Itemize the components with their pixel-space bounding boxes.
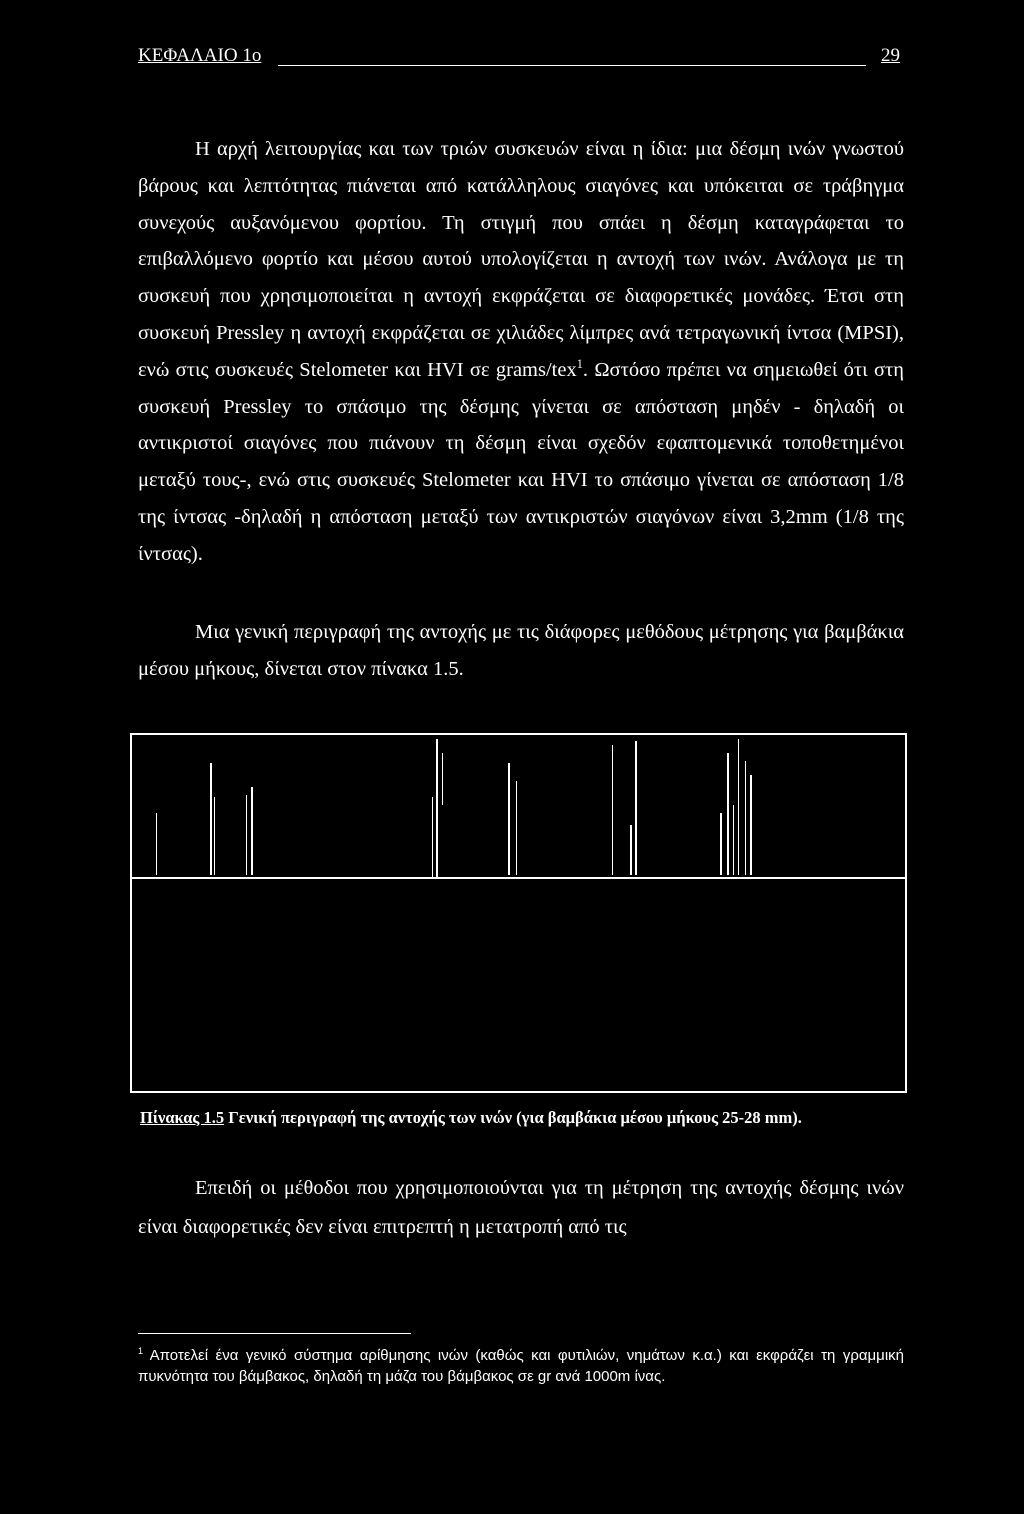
page-number: 29 (881, 45, 900, 66)
table-caption-text: Γενική περιγραφή της αντοχής των ινών (για βαμβάκια μέσου μήκους 25-28 mm). (224, 1108, 802, 1127)
footnote-rule (138, 1333, 411, 1334)
chapter-title: ΚΕΦΑΛΑΙΟ 1ο (138, 45, 262, 66)
table-stroke (214, 797, 215, 875)
table-stroke (508, 763, 510, 875)
header-rule (278, 65, 866, 66)
table-stroke (745, 761, 746, 875)
paragraph-1 (138, 131, 904, 573)
table-row-divider (132, 877, 905, 879)
footnote-text: Αποτελεί ένα γενικό σύστημα αρίθμησης ινών (καθώς και φυτιλιών, νημάτων κ.α.) και εκφράζει τη γραμμική πυκνότητα του βάμβακος, δηλαδή τη μάζα του βάμβακος σε gr ανά 1000m ίνας. (138, 1347, 904, 1385)
table-caption-label: Πίνακας 1.5 (140, 1108, 225, 1127)
table-stroke (750, 775, 752, 875)
table-stroke (733, 805, 734, 875)
table-stroke (251, 787, 253, 875)
table-stroke (727, 753, 729, 875)
page-header (138, 44, 900, 68)
table-stroke (720, 813, 722, 875)
footnote-reference: 1 (576, 356, 583, 371)
paragraph-1-text-a: Η αρχή λειτουργίας και των τριών συσκευών είναι η ίδια: μια δέσμη ινών γνωστού βάρους και λεπτότητας πιάνεται από κατάλληλους σιαγόνες και υπόκειται σε τράβηγμα συνεχούς αυξανόμενου φορτίου. Τη στιγμή που σπάει η δέσμη καταγράφεται το επιβαλλόμενο φορτίο και μέσου αυτού υπολογίζεται η αντοχή των ινών. Ανάλογα με τη συσκευή που χρησιμοποιείται η αντοχή εκφράζεται σε διαφορετικές μονάδες. Έτσι στη συσκευή Pressley η αντοχή εκφράζεται σε χιλιάδες λίμπρες ανά τετραγωνική ίντσα (MPSI), ενώ στις συσκευές Stelometer και HVI σε grams/tex (138, 138, 904, 381)
table-stroke (432, 797, 433, 877)
table-stroke (738, 739, 739, 875)
table-stroke (210, 763, 212, 875)
footnote (138, 1346, 904, 1387)
footnote-mark: 1 (138, 1346, 144, 1356)
table-stroke (612, 745, 613, 875)
table-caption (140, 1108, 802, 1128)
table-stroke (442, 753, 443, 805)
table-stroke (630, 825, 632, 875)
table-stroke (635, 741, 637, 875)
paragraph-2: Μια γενική περιγραφή της αντοχής με τις διάφορες μεθόδους μέτρησης για βαμβάκια μέσου μήκους, δίνεται στον πίνακα 1.5. (138, 621, 904, 680)
table-stroke (436, 739, 438, 877)
table-stroke (246, 795, 247, 875)
paragraph-3: Επειδή οι μέθοδοι που χρησιμοποιούνται για τη μέτρηση της αντοχής δέσμης ινών είναι διαφορετικές δεν είναι επιτρεπτή η μετατροπή από τις (138, 1177, 904, 1238)
table-1-5-image (130, 733, 907, 1093)
table-stroke (156, 813, 157, 875)
table-stroke (516, 781, 517, 875)
paragraph-1-text-b: . Ωστόσο πρέπει να σημειωθεί ότι στη συσκευή Pressley το σπάσιμο της δέσμης γίνεται σε απόσταση μηδέν - δηλαδή οι αντικριστοί σιαγόνες που πιάνουν τη δέσμη είναι σχεδόν εφαπτομενικά τοποθετημένοι μεταξύ τους-, ενώ στις συσκευές Stelometer και HVI το σπάσιμο γίνεται σε απόσταση 1/8 της ίντσας -δηλαδή η απόσταση μεταξύ των αντικριστών σιαγόνων είναι 3,2mm (1/8 της ίντσας). (138, 358, 904, 565)
